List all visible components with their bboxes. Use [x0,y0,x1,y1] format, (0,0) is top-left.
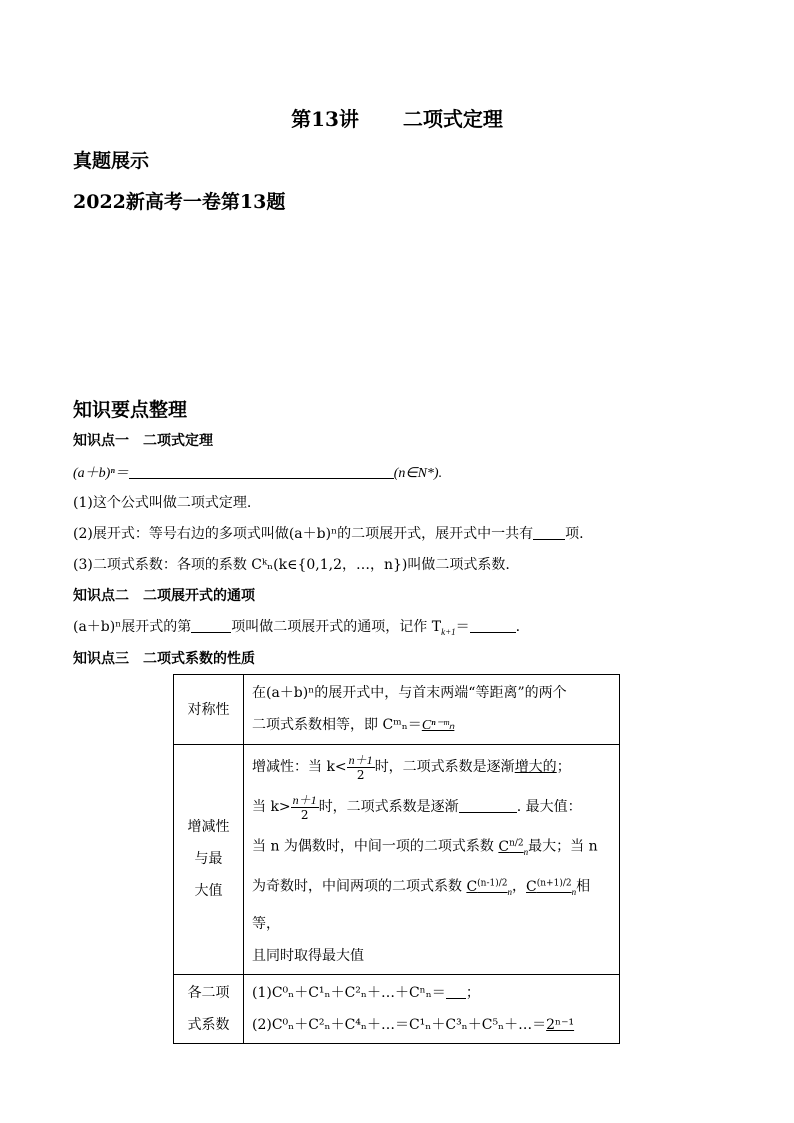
kp2-title: 知识点二 二项展开式的通项 [73,588,255,604]
row-head-symmetry: 对称性 [174,675,244,745]
table-row-coefficient-sum [174,974,620,1043]
fraction-n-plus-1-over-2: $\frac{n+1}{2}$ [348,752,373,782]
kp1-item3: (3)二项式系数：各项的系数 Cᵏₙ(k∈{0,1,2，…，n})叫做二项式系数. [73,557,510,573]
kp1-item1: (1)这个公式叫做二项式定理. [73,495,252,511]
blank-decreasing [459,798,517,813]
binomial-properties-table [173,674,620,1044]
monotonicity-content: 增减性：当 k< $\frac{n+1}{2}$ 时，二项式系数是逐渐增大的； 当 k> $\frac{n+1}{2}$ 时，二项式系数是逐渐 . 最大值： 当 n 为偶数时，中间一项的二项式系数 $C^{n/2}_n$最大；当 n 为奇数时，中间两项的二项式系数 $C^{(n-1)/2}_n$，$C^{(n+1)/2}_n$相等， 且同时取得最大值 [244,745,620,975]
symmetry-content: 在(a＋b)ⁿ的展开式中，与首末两端“等距离”的两个 二项式系数相等，即 Cᵐₙ＝Cⁿ⁻ᵐₙ [244,675,620,745]
lecture-number: 第13讲 [291,107,359,131]
kp1-title: 知识点一 二项式定理 [73,433,213,449]
blank-expansion [129,464,394,479]
section-heading-exam: 真题展示 [73,150,150,172]
exam-question-ref: 2022新高考一卷第13题 [73,191,286,213]
row-head-coefficient-sum: 各二项 式系数 [174,974,244,1043]
page-title [0,103,794,132]
lecture-topic: 二项式定理 [402,107,503,131]
blank-general-term [470,618,516,633]
kp2-line: (a＋b)ⁿ展开式的第 项叫做二项展开式的通项，记作 $T_{k+1}=$ . [73,619,521,637]
section-heading-knowledge: 知识要点整理 [73,399,188,421]
blank-term-index [191,618,231,633]
kp1-formula: (a＋b)ⁿ＝ (n∈N*). [73,466,443,481]
blank-term-count [533,525,565,540]
row-head-monotonicity: 增减性 与最 大值 [174,745,244,975]
blank-sum [446,984,466,999]
table-row-monotonicity [174,745,620,975]
kp1-item2: (2)展开式：等号右边的多项式叫做(a＋b)ⁿ的二项展开式，展开式中一共有 项. [73,526,584,542]
table-row-symmetry [174,675,620,745]
coefficient-sum-content: (1)C⁰ₙ＋C¹ₙ＋C²ₙ＋…＋Cⁿₙ＝ ； (2)C⁰ₙ＋C²ₙ＋C⁴ₙ＋…＝C¹ₙ＋C³ₙ＋C⁵ₙ＋…＝2ⁿ⁻¹ [244,974,620,1043]
kp3-title: 知识点三 二项式系数的性质 [73,651,255,667]
